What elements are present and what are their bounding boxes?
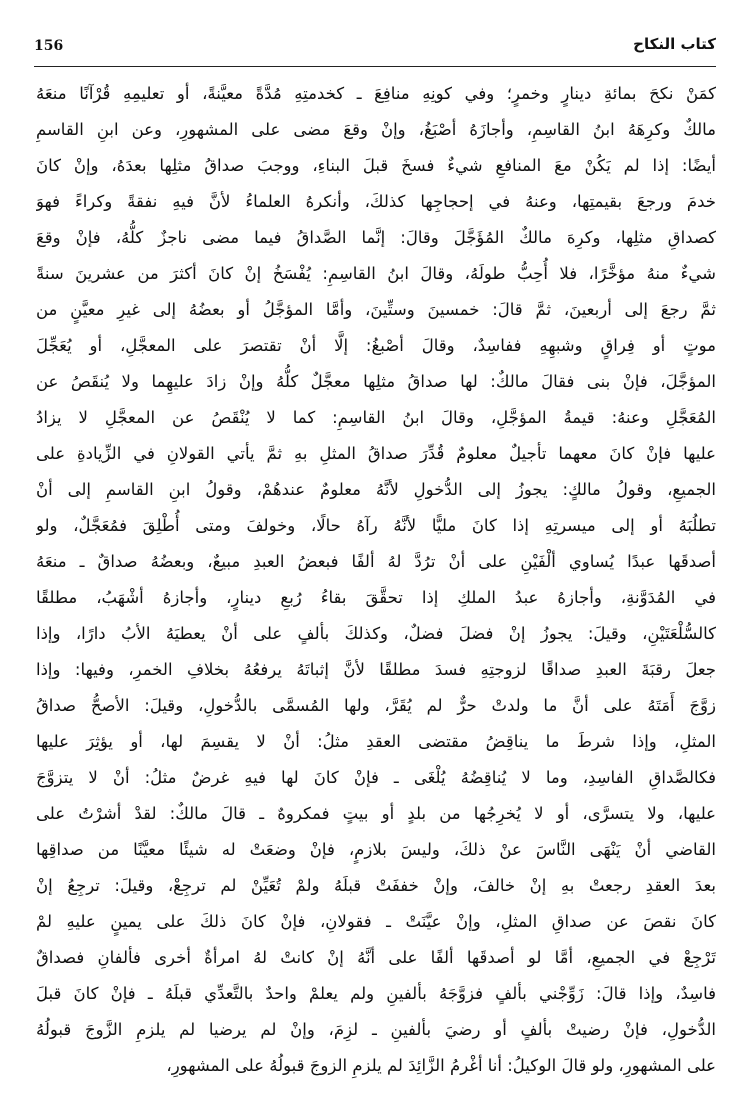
running-title: كتاب النكاح — [633, 35, 716, 53]
text-line-21: عليها، ولا يتسرَّى، أو لا يُخرِجُها من بلدٍ أو بيتٍ فمكروهٌ ـ قالَ مالكٌ: لقدْ أشرْتُ على — [36, 804, 716, 823]
text-line-13: تطلُبَهُ أو إلى ميسرتِهِ إذا كانَ مليًّا لأنَّهُ رآهُ حالًا، وخولفَ ومتى أُطْلِقَ فمُعَجَّلٌ، ولو — [36, 516, 716, 535]
page-number: 156 — [34, 38, 64, 54]
text-line-8: موتٍ أو فِراقٍ وشبهِهِ ففاسِدٌ، وقالَ أصْبغُ: إلَّا أنْ تقتصرَ على المعجَّلِ، أو يُعَجِّلَ — [36, 336, 716, 355]
text-line-19: المثلِ، وإذا شرطَ ما يناقِضُ مقتضى العقدِ مثلُ: أنْ لا يقسِمَ لها، أو يؤثِرَ عليها — [36, 732, 716, 751]
text-line-27: الدُّخولِ، فإنْ رضيتْ بألفٍ أو رضيَ بألفينِ ـ لزِمَ، وإنْ لم يرضيا لم يلزمِ الزَّوجَ قبولُهُ — [36, 1020, 716, 1039]
text-line-6: شيءٌ منهُ مؤخَّرًا، فلا أُحِبُّ طولَهُ، وقالَ ابنُ القاسِمِ: يُفْسَخُ إنْ كانَ أكثرَ من عشرينَ سنةً — [36, 264, 716, 283]
text-line-14: أصدقَها عبدًا يُساوي ألْفَيْنِ على أنْ ترُدَّ لهُ ألفًا فبعضُ العبدِ مبيعٌ، وبعضُهُ صداقٌ ـ منعَهُ — [36, 552, 716, 571]
text-line-28: على المشهورِ، ولو قالَ الوكيلُ: أنا أغْرمُ الزَّائِدَ لم يلزمِ الزوجَ قبولُهُ على المشهورِ، — [166, 1056, 716, 1075]
body-text — [36, 76, 716, 1084]
text-line-9: المؤجَّلَ، فإنْ بنى فقالَ مالكٌ: لها صداقُ مثلِها معجَّلٌ كلُّهُ وإنْ زادَ عليهِما ولا يُنقَصُ عن — [36, 372, 716, 391]
text-line-10: المُعَجَّلِ وعنهُ: قيمةُ المؤجَّلِ، وقالَ ابنُ القاسِمِ: كما لا يُنْقَصُ عن المعجَّلِ لا يزادُ — [36, 408, 716, 427]
text-line-20: فكالصَّداقِ الفاسِدِ، وما لا يُناقِضُهُ يُلْغَى ـ فإنْ كانَ لها فيهِ غرضٌ مثلُ: أنْ لا يتزوَّجَ — [36, 768, 716, 787]
text-line-24: كانَ نقصَ عن صداقِ المثلِ، وإنْ عيَّنَتْ ـ فقولانِ، فإنْ كانَ ذلكَ على يمينٍ عليهِ لمْ — [36, 912, 716, 931]
text-line-1: كمَنْ نكحَ بمائةِ دينارٍ وخمرٍ؛ وفي كونِهِ منافِعَ ـ كخدمتِهِ مُدَّةً معيَّنةً، أو تعليمِهِ قُرْآنًا منعَهُ — [36, 84, 716, 103]
text-line-4: خدمَ ورجعَ بقيمتِها، وعنهُ في إحجاجِها كذلكَ، وأنكرهُ العلماءُ لأنَّ فيهِ نفقةً وكراءً فهوَ — [36, 192, 716, 211]
text-line-25: تَرْجِعْ في الجميعِ، أمَّا لو أصدقَها ألفًا على أنَّهُ إنْ كانتْ لهُ امرأةٌ أخرى فألفانِ فصداقٌ — [36, 948, 716, 967]
text-line-12: الجميعِ، وقولُ مالكٍ: يجوزُ إلى الدُّخولِ لأنَّهُ معلومٌ عندهُمْ، وقولُ ابنِ القاسمِ إلى أنْ — [36, 480, 716, 499]
text-line-3: أيضًا: إذا لم يَكُنْ معَ المنافعِ شيءٌ فسخَ قبلَ البناءِ، ووجبَ صداقُ مثلِها بعدَهُ، وإنْ كانَ — [36, 156, 716, 175]
text-line-26: فاسِدٌ، وإذا قالَ: زَوِّجْني بألفٍ فزوَّجَهُ بألفينِ ولم يعلمْ واحدٌ بالتَّعدِّي قبلَهُ ـ فإنْ كانَ قبلَ — [36, 984, 716, 1003]
text-line-23: بعدَ العقدِ رجعتْ بهِ إنْ خالفَ، وإنْ خففَتْ قبلَهُ ولمْ تُعَيِّنْ لم ترجِعْ، وقيلَ: ترجِعُ إنْ — [36, 876, 716, 895]
text-line-2: مالكٌ وكرِهَهُ ابنُ القاسِمِ، وأجازَهُ أصْبَغُ، وإنْ وقعَ مضى على المشهورِ، وعن ابنِ القاسمِ — [36, 120, 716, 139]
text-line-22: القاضي أنْ يَنْهَى النَّاسَ عنْ ذلكَ، وليسَ بلازمٍ، فإنْ وضعَتْ له شيئًا معيَّنًا من صداقِها — [36, 840, 716, 859]
text-line-16: كالسُّلْعَتَيْنِ، وقيلَ: يجوزُ إنْ فضلَ فضلٌ، وكذلكَ بألفٍ على أنْ يعطيَهُ الأبُ دارًا، وإذا — [36, 624, 716, 643]
page-header — [34, 34, 716, 67]
text-line-7: ثمَّ رجعَ إلى أربعينَ، ثمَّ قالَ: خمسينَ وستِّينَ، وأمَّا المؤجَّلُ أو بعضُهُ إلى غيرِ معيَّنٍ من — [36, 300, 716, 319]
text-line-5: كصداقِ مثلِها، وكرِهَ مالكٌ المُؤَجَّلَ وقالَ: إنَّما الصَّداقُ فيما مضى ناجزٌ كلُّهُ، فإنْ وقعَ — [36, 228, 716, 247]
text-line-11: عليها فإنْ كانَ معهما تأجيلٌ معلومٌ قُدِّرَ صداقُ المثلِ بهِ ثمَّ يأتي القولانِ في الزِّيادةِ على — [36, 444, 716, 463]
text-line-18: زوَّجَ أَمَتَهُ على أنَّ ما ولدتْ حرٌّ لم يُقَرَّ، ولها المُسمَّى بالدُّخولِ، وقيلَ: الأصحُّ صداقُ — [36, 696, 716, 715]
text-line-17: جعلَ رقبَةَ العبدِ صداقًا لزوجتِهِ فسدَ مطلقًا لأنَّ إثباتَهُ يرفعُهُ بخلافِ الخمرِ، وفيها: وإذا — [36, 660, 716, 679]
text-line-15: في المُدَوَّنةِ، وأجازهُ عبدُ الملكِ إذا تحقَّقَ بقاءُ رُبعِ دينارٍ، وأجازهُ أشْهَبُ، مطلقًا — [36, 588, 716, 607]
